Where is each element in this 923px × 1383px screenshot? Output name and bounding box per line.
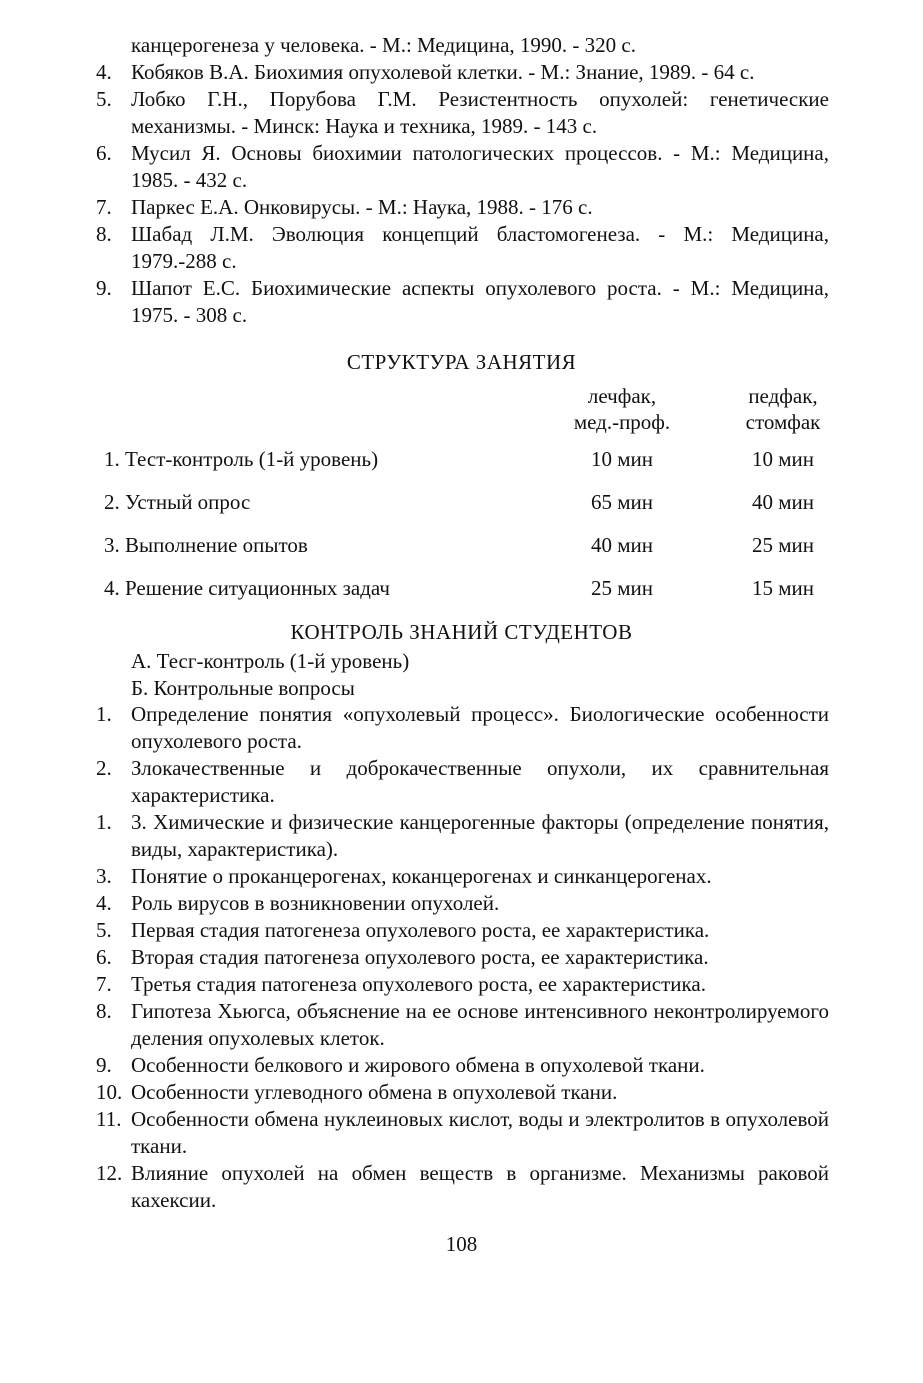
question-text: Вторая стадия патогенеза опухолевого роста, ее характеристика. — [131, 945, 709, 969]
structure-heading: СТРУКТУРА ЗАНЯТИЯ — [346, 350, 577, 374]
reference-item — [0, 275, 923, 329]
control-heading: КОНТРОЛЬ ЗНАНИЙ СТУДЕНТОВ — [290, 620, 633, 644]
question-number: 4. — [96, 891, 112, 915]
question-text: Первая стадия патогенеза опухолевого роста, ее характеристика. — [131, 918, 710, 942]
reference-number: 4. — [96, 60, 112, 84]
row-label: 3. Выполнение опытов — [104, 533, 308, 557]
column-header-line: лечфак, — [587, 384, 657, 408]
question-number: 12. — [96, 1161, 123, 1185]
column-header-line: педфак, — [748, 384, 818, 408]
reference-text: Шабад Л.М. Эволюция концепций бластомогенеза. - М.: Медицина, 1979.-288 с. — [131, 222, 829, 273]
question-item — [0, 1160, 923, 1214]
row-value-lechfak: 40 мин — [590, 533, 653, 557]
reference-number: 6. — [96, 141, 112, 165]
question-list — [0, 701, 923, 1214]
reference-text: Кобяков В.А. Биохимия опухолевой клетки. - М.: Знание, 1989. - 64 с. — [131, 60, 755, 84]
question-item — [0, 863, 923, 890]
reference-item — [0, 86, 923, 140]
question-number: 1. — [96, 810, 112, 834]
question-item — [0, 1079, 923, 1106]
question-item — [0, 998, 923, 1052]
question-text: 3. Химические и физические канцерогенные факторы (определение понятия, виды, характеристика). — [131, 810, 829, 861]
question-number: 7. — [96, 972, 112, 996]
row-label: 1. Тест-контроль (1-й уровень) — [104, 447, 379, 471]
question-item — [0, 971, 923, 998]
question-text: Особенности белкового и жирового обмена в опухолевой ткани. — [131, 1053, 705, 1077]
reference-number: 5. — [96, 87, 112, 111]
reference-text: канцерогенеза у человека. - М.: Медицина, 1990. - 320 с. — [131, 33, 636, 57]
subsection-b: Б. Контрольные вопросы — [131, 676, 355, 700]
reference-text: Лобко Г.Н., Порубова Г.М. Резистентность опухолей: генетические механизмы. - Минск: Наука и техника, 1989. - 143 с. — [131, 87, 829, 138]
reference-number: 9. — [96, 276, 112, 300]
question-text: Злокачественные и доброкачественные опухоли, их сравнительная характеристика. — [131, 756, 829, 807]
question-text: Особенности углеводного обмена в опухолевой ткани. — [131, 1080, 618, 1104]
reference-item — [0, 59, 923, 86]
question-number: 6. — [96, 945, 112, 969]
question-text: Гипотеза Хьюгса, объяснение на ее основе интенсивного неконтролируемого деления опухолевых клеток. — [131, 999, 829, 1050]
question-item — [0, 1052, 923, 1079]
question-item — [0, 809, 923, 863]
column-header-lechfak — [552, 383, 692, 435]
reference-item — [0, 140, 923, 194]
question-item — [0, 1106, 923, 1160]
row-value-lechfak: 65 мин — [590, 490, 653, 514]
row-value-lechfak: 10 мин — [590, 447, 653, 471]
page-number: 108 — [445, 1232, 478, 1256]
row-value-pedfak: 25 мин — [751, 533, 814, 557]
column-header-line: стомфак — [745, 410, 821, 434]
question-number: 8. — [96, 999, 112, 1023]
question-item — [0, 701, 923, 755]
reference-item — [0, 221, 923, 275]
question-number: 3. — [96, 864, 112, 888]
question-number: 11. — [96, 1107, 122, 1131]
structure-row — [0, 447, 923, 475]
row-value-pedfak: 40 мин — [751, 490, 814, 514]
row-value-pedfak: 10 мин — [751, 447, 814, 471]
question-number: 9. — [96, 1053, 112, 1077]
row-label: 2. Устный опрос — [104, 490, 251, 514]
question-text: Понятие о проканцерогенах, коканцерогенах и синканцерогенах. — [131, 864, 712, 888]
reference-text: Мусил Я. Основы биохимии патологических процессов. - М.: Медицина, 1985. - 432 с. — [131, 141, 829, 192]
question-text: Определение понятия «опухолевый процесс». Биологические особенности опухолевого роста. — [131, 702, 829, 753]
question-text: Особенности обмена нуклеиновых кислот, воды и электролитов в опухолевой ткани. — [131, 1107, 829, 1158]
reference-item — [0, 32, 923, 59]
reference-number: 7. — [96, 195, 112, 219]
question-item — [0, 890, 923, 917]
question-number: 1. — [96, 702, 112, 726]
column-header-line: мед.-проф. — [573, 410, 671, 434]
question-item — [0, 755, 923, 809]
row-value-lechfak: 25 мин — [590, 576, 653, 600]
structure-row — [0, 576, 923, 604]
question-item — [0, 917, 923, 944]
question-number: 5. — [96, 918, 112, 942]
question-text: Влияние опухолей на обмен веществ в организме. Механизмы раковой кахексии. — [131, 1161, 829, 1212]
question-text: Роль вирусов в возникновении опухолей. — [131, 891, 500, 915]
reference-text: Шапот Е.С. Биохимические аспекты опухолевого роста. - М.: Медицина, 1975. - 308 с. — [131, 276, 829, 327]
reference-item — [0, 194, 923, 221]
row-value-pedfak: 15 мин — [751, 576, 814, 600]
reference-list — [0, 32, 923, 329]
subsection-a: А. Тесг-контроль (1-й уровень) — [131, 649, 410, 673]
row-label: 4. Решение ситуационных задач — [104, 576, 390, 600]
question-item — [0, 944, 923, 971]
question-number: 10. — [96, 1080, 123, 1104]
reference-number: 8. — [96, 222, 112, 246]
reference-text: Паркес Е.А. Онковирусы. - М.: Наука, 1988. - 176 с. — [131, 195, 593, 219]
structure-row — [0, 533, 923, 561]
question-text: Третья стадия патогенеза опухолевого роста, ее характеристика. — [131, 972, 706, 996]
column-header-pedfak — [713, 383, 853, 435]
structure-row — [0, 490, 923, 518]
question-number: 2. — [96, 756, 112, 780]
